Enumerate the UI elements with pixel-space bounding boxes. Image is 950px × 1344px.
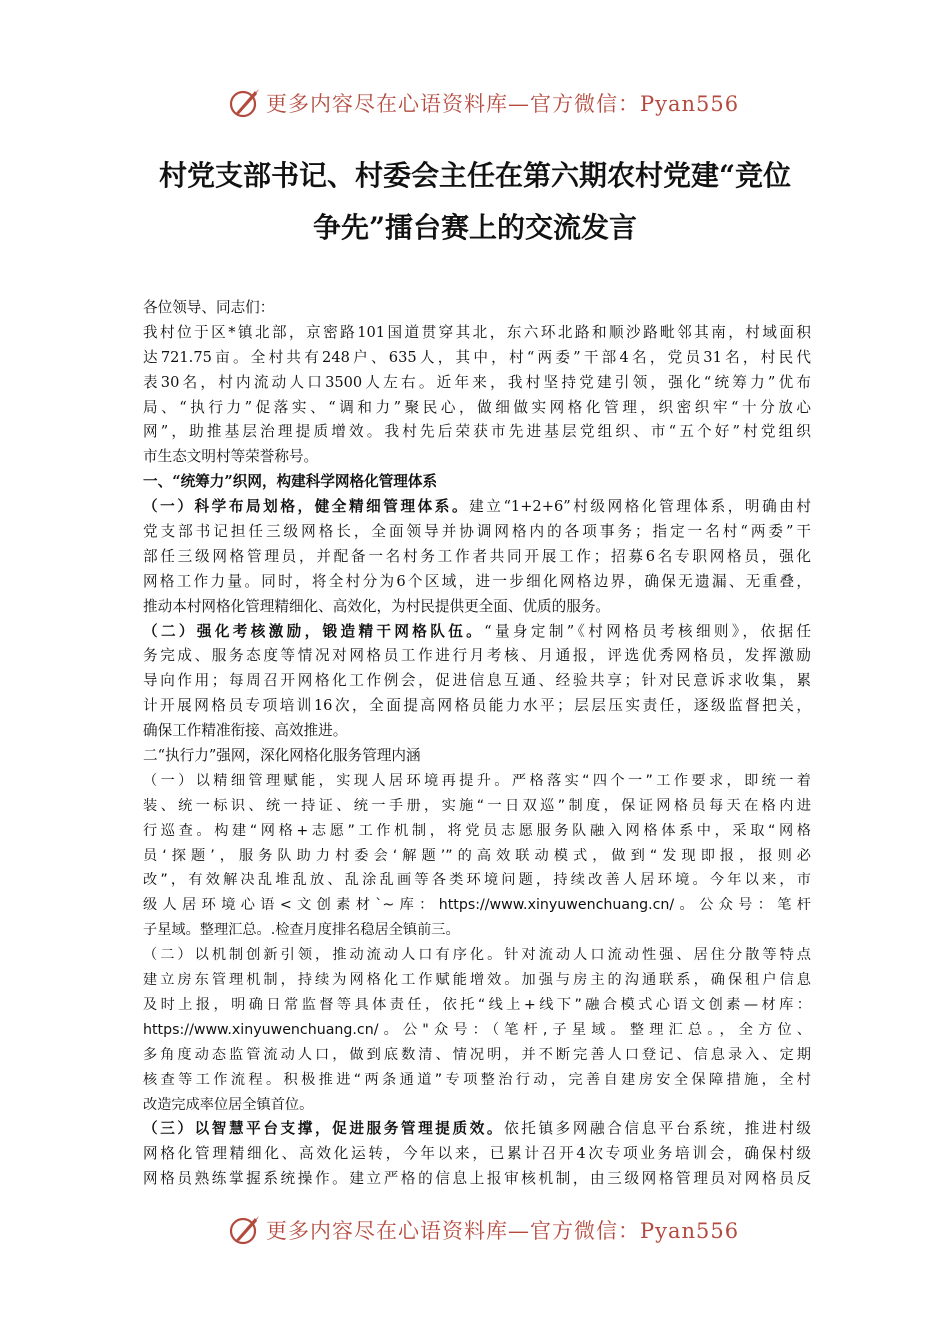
body-text: 网格员熟练掌握系统操作。建立严格的信息上报审核机制，由三级网格管理员对网格员反 — [143, 1170, 811, 1188]
text-line — [143, 545, 811, 570]
bold-heading-text: （二）强化考核激励，锻造精干网格队伍。 — [143, 622, 485, 640]
bold-heading-text: （三）以智慧平台支撑，促进服务管理提质效。 — [143, 1120, 505, 1138]
body-text: 党支部书记担任三级网格长，全面领导并协调网格内的各项事务；指定一名村“两委”干 — [143, 523, 811, 541]
body-text: 改造完成率位居全镇首位。 — [143, 1096, 314, 1113]
text-line — [143, 993, 811, 1018]
text-line — [143, 893, 811, 918]
text-line — [143, 943, 811, 968]
body-text: 网”，助推基层治理提质增效。我村先后荣获市先进基层党组织、市“五个好”村党组织 — [143, 423, 811, 441]
text-line — [143, 868, 811, 893]
watermark-text: 更多内容尽在心语资料库—官方微信：Pyan556 — [266, 1219, 740, 1243]
body-text: 二“执行力”强网，深化网格化服务管理内涵 — [143, 747, 421, 765]
body-text: 部任三级网格管理员，并配备一名村务工作者共同开展工作；招募6名专职网格员，强化 — [143, 547, 811, 565]
body-text: （一）以精细管理赋能，实现人居环境再提升。严格落实“四个一”工作要求，即统一着 — [143, 772, 811, 789]
text-line — [143, 321, 811, 346]
text-line — [143, 570, 811, 595]
text-line — [143, 1167, 811, 1192]
text-line — [143, 620, 811, 645]
text-line — [143, 445, 811, 470]
body-text: 建立“1+2+6”村级网格化管理体系，明确由村 — [469, 498, 811, 516]
body-text: 行巡查。构建“网格+志愿”工作机制，将党员志愿服务队融入网格体系中，采取“网格 — [143, 822, 811, 839]
body-text: 改”，有效解决乱堆乱放、乱涂乱画等各类环境问题，持续改善人居环境。今年以来，市 — [143, 872, 811, 889]
text-line — [143, 719, 811, 744]
watermark-text: 更多内容尽在心语资料库—官方微信：Pyan556 — [266, 92, 740, 116]
body-text: 务完成、服务态度等情况对网格员工作进行月考核、月通报，评选优秀网格员，发挥激励 — [143, 647, 811, 665]
quill-logo-icon — [228, 1213, 262, 1247]
text-line — [143, 595, 811, 620]
document-body — [143, 296, 811, 1192]
text-line — [143, 495, 811, 520]
text-line — [143, 794, 811, 819]
body-text: 子星域。整理汇总。.检查月度排名稳居全镇前三。 — [143, 922, 460, 939]
body-text: “量身定制”《村网格员考核细则》，依据任 — [484, 622, 811, 640]
body-text: 推动本村网格化管理精细化、高效化，为村民提供更全面、优质的服务。 — [143, 597, 611, 615]
body-text: 我村位于区*镇北部，京密路101国道贯穿其北，东六环北路和顺沙路毗邻其南，村域面积 — [143, 323, 811, 341]
text-line — [143, 744, 811, 769]
body-text: （二）以机制创新引领，推动流动人口有序化。针对流动人口流动性强、居住分散等特点 — [143, 947, 811, 964]
text-line — [143, 669, 811, 694]
bold-heading-text: 一、“统筹力”织网，构建科学网格化管理体系 — [143, 473, 438, 491]
quill-logo-icon — [228, 86, 262, 120]
body-text: 员‘探题’，服务队助力村委会‘解题’”的高效联动模式，做到“发现即报，报则必 — [143, 847, 811, 864]
text-line — [143, 1068, 811, 1093]
text-line — [143, 968, 811, 993]
text-line — [143, 420, 811, 445]
body-text: 表30名，村内流动人口3500人左右。近年来，我村坚持党建引领，强化“统筹力”优布 — [143, 373, 811, 391]
text-line — [143, 296, 811, 321]
text-line — [143, 396, 811, 421]
title-line-2: 争先”擂台赛上的交流发言 — [312, 211, 638, 244]
body-text: 多角度动态监管流动人口，做到底数清、情况明，并不断完善人口登记、信息录入、定期 — [143, 1046, 811, 1063]
text-line — [143, 1142, 811, 1167]
body-text: 建立房东管理机制，持续为网格化工作赋能增效。加强与房主的沟通联系，确保租户信息 — [143, 972, 811, 989]
document-title — [110, 150, 840, 254]
body-text: 依托镇多网融合信息平台系统，推进村级 — [504, 1120, 811, 1138]
title-line-1: 村党支部书记、村委会主任在第六期农村党建“竞位 — [158, 159, 792, 192]
text-line — [143, 769, 811, 794]
body-text: 各位领导、同志们： — [143, 299, 275, 316]
text-line — [143, 1093, 811, 1118]
body-text: https://www.xinyuwenchuang.cn/。公"众号：（笔杆,子星域。整理汇总。，全方位、 — [143, 1021, 811, 1038]
body-text: 网格工作力量。同时，将全村分为6个区域，进一步细化网格边界，确保无遗漏、无重叠， — [143, 572, 811, 590]
text-line — [143, 1117, 811, 1142]
text-line — [143, 844, 811, 869]
body-text: 装、统一标识、统一持证、统一手册，实施“一日双巡”制度，保证网格员每天在格内进 — [143, 797, 811, 814]
text-line — [143, 1018, 811, 1043]
body-text: 确保工作精准衔接、高效推进。 — [143, 722, 348, 740]
text-line — [143, 694, 811, 719]
bold-heading-text: （一）科学布局划格，健全精细管理体系。 — [143, 498, 470, 516]
text-line — [143, 918, 811, 943]
body-text: 达721.75亩。全村共有248户、635人，其中，村“两委”干部4名，党员31名，村民代 — [143, 348, 811, 366]
body-text: 局、“执行力”促落实、“调和力”聚民心，做细做实网格化管理，织密织牢“十分放心 — [143, 398, 811, 416]
body-text: 核查等工作流程。积极推进“两条通道”专项整治行动，完善自建房安全保障措施，全村 — [143, 1071, 811, 1088]
text-line — [143, 371, 811, 396]
body-text: 及时上报，明确日常监督等具体责任，依托“线上+线下”融合模式心语文创素—材库： — [143, 996, 811, 1013]
body-text: 导向作用；每周召开网格化工作例会，促进信息互通、经验共享；针对民意诉求收集，累 — [143, 672, 811, 690]
watermark-footer — [228, 1212, 740, 1248]
watermark-header — [228, 85, 740, 121]
body-text: 市生态文明村等荣誉称号。 — [143, 448, 319, 466]
text-line — [143, 346, 811, 371]
body-text: 计开展网格员专项培训16次，全面提高网格员能力水平；层层压实责任，逐级监督把关， — [143, 697, 811, 715]
text-line — [143, 819, 811, 844]
body-text: 网格化管理精细化、高效化运转，今年以来，已累计召开4次专项业务培训会，确保村级 — [143, 1145, 811, 1163]
text-line — [143, 1043, 811, 1068]
body-text: 级人居环境心语<文创素材`~库：https://www.xinyuwenchuang.cn/。公众号：笔杆 — [143, 897, 811, 914]
text-line — [143, 644, 811, 669]
text-line — [143, 470, 811, 495]
text-line — [143, 520, 811, 545]
